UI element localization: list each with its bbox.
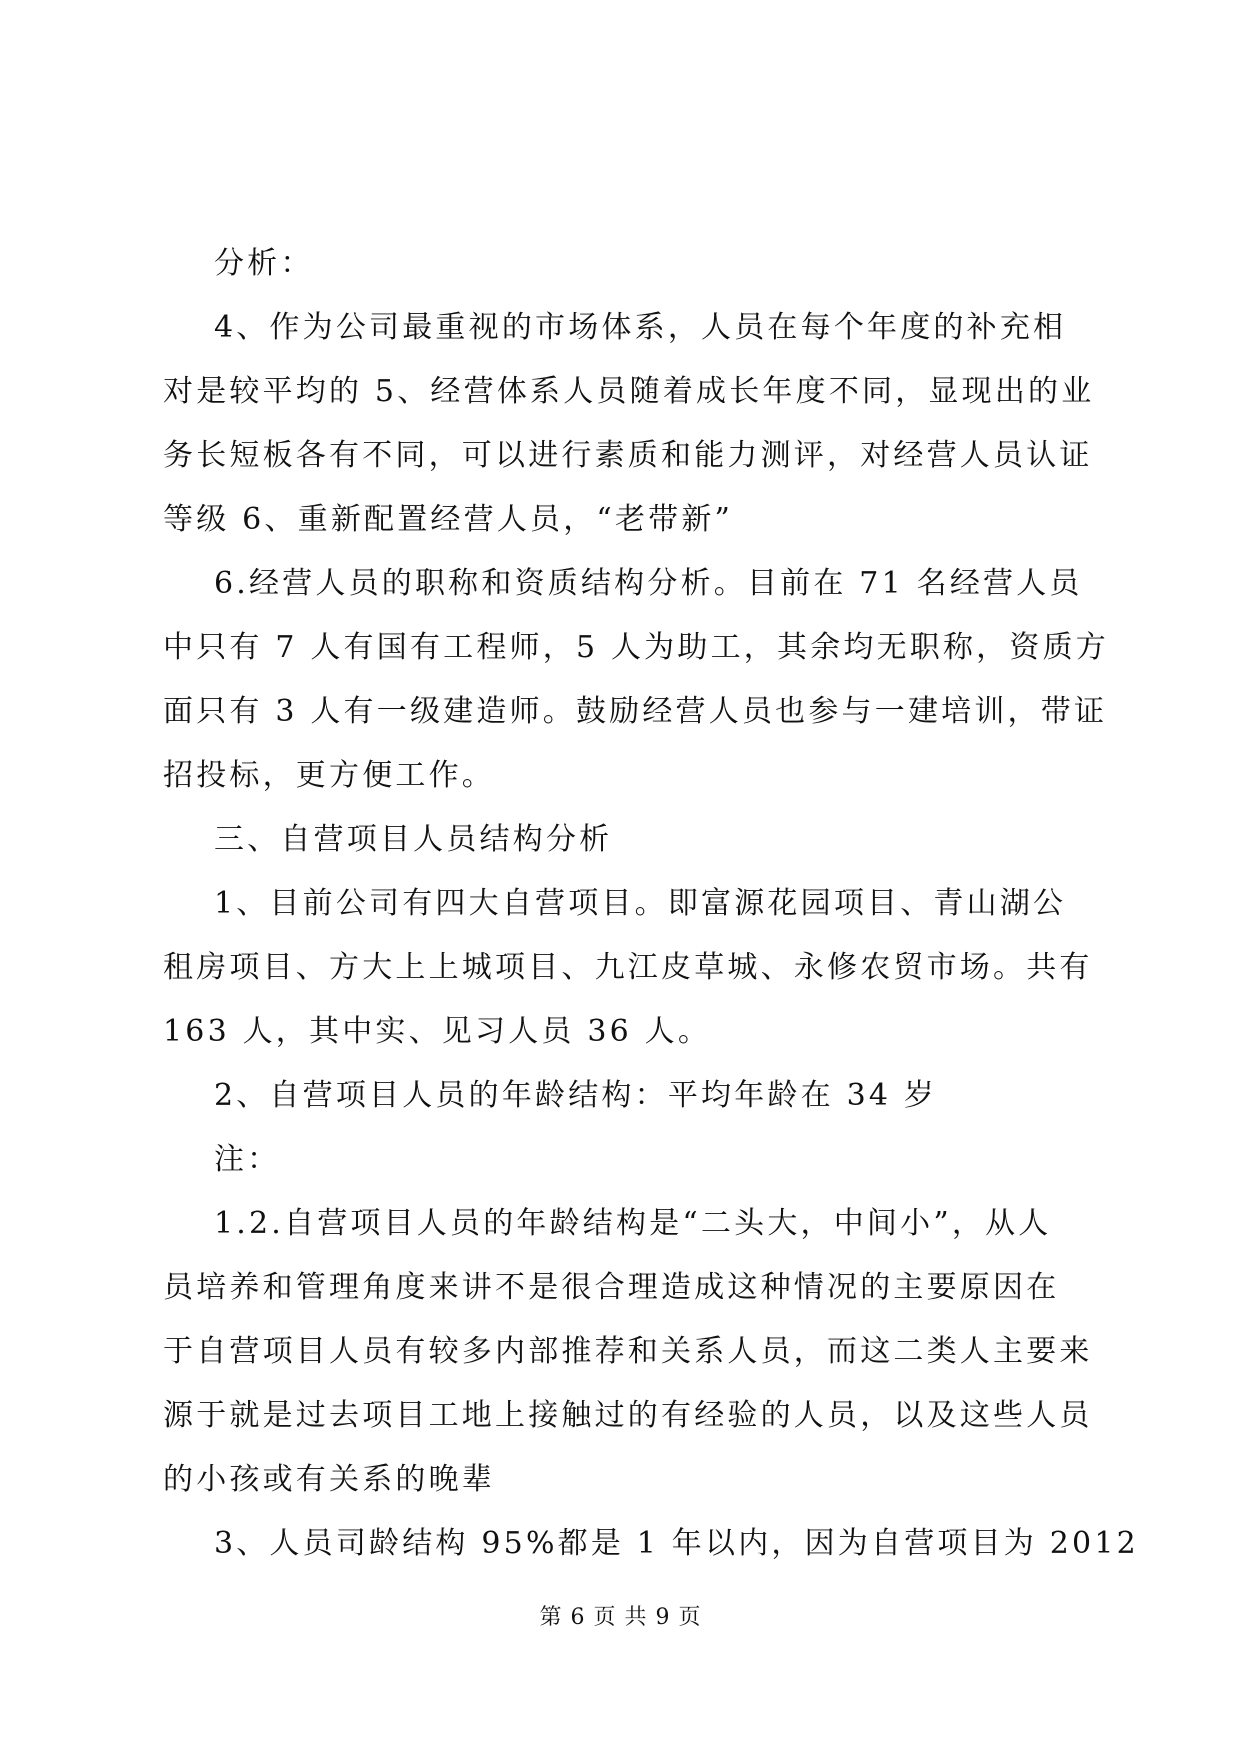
text-line: 面只有 3 人有一级建造师。鼓励经营人员也参与一建培训，带证 (163, 694, 1108, 729)
text-line: 注： (163, 1142, 281, 1177)
text-line: 3、人员司龄结构 95%都是 1 年以内，因为自营项目为 2012 (163, 1526, 1139, 1561)
page-footer: 第 6 页 共 9 页 (539, 1605, 702, 1630)
text-line: 1、目前公司有四大自营项目。即富源花园项目、青山湖公 (163, 886, 1067, 921)
text-line: 中只有 7 人有国有工程师，5 人为助工，其余均无职称，资质方 (163, 630, 1109, 665)
text-line: 4、作为公司最重视的市场体系，人员在每个年度的补充相 (163, 310, 1067, 345)
text-line: 6.经营人员的职称和资质结构分析。目前在 71 名经营人员 (163, 566, 1083, 601)
text-line: 招投标，更方便工作。 (163, 758, 495, 793)
section-heading: 三、自营项目人员结构分析 (163, 822, 613, 857)
text-line: 租房项目、方大上上城项目、九江皮草城、永修农贸市场。共有 (163, 950, 1093, 985)
text-line: 员培养和管理角度来讲不是很合理造成这种情况的主要原因在 (163, 1270, 1060, 1305)
text-line: 1.2.自营项目人员的年龄结构是“二头大，中间小”，从人 (163, 1206, 1052, 1241)
document-body (163, 232, 1139, 1576)
text-line: 分析： (163, 246, 314, 281)
text-line: 对是较平均的 5、经营体系人员随着成长年度不同，显现出的业 (163, 374, 1095, 409)
text-line: 于自营项目人员有较多内部推荐和关系人员，而这二类人主要来 (163, 1334, 1093, 1369)
text-line: 源于就是过去项目工地上接触过的有经验的人员，以及这些人员 (163, 1398, 1093, 1433)
text-line: 2、自营项目人员的年龄结构：平均年龄在 34 岁 (163, 1078, 938, 1113)
text-line: 等级 6、重新配置经营人员，“老带新” (163, 502, 734, 537)
text-line: 的小孩或有关系的晚辈 (163, 1462, 495, 1497)
text-line: 163 人，其中实、见习人员 36 人。 (163, 1014, 712, 1049)
text-line: 务长短板各有不同，可以进行素质和能力测评，对经营人员认证 (163, 438, 1093, 473)
